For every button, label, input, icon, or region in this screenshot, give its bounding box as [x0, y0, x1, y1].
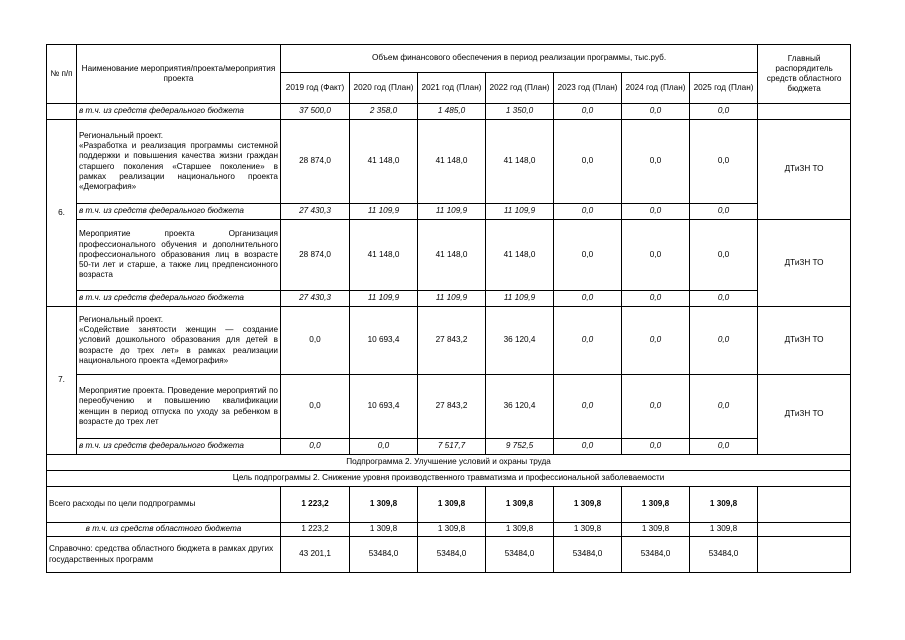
admin-cell: ДТиЗН ТО	[758, 120, 851, 220]
value-cell: 1 309,8	[622, 487, 690, 523]
value-cell: 0,0	[622, 120, 690, 204]
value-cell: 0,0	[690, 104, 758, 120]
measure-row	[47, 220, 851, 291]
row-label: в т.ч. из средств федерального бюджета	[77, 104, 281, 120]
value-cell: 0,0	[350, 439, 418, 455]
value-cell: 41 148,0	[486, 120, 554, 204]
value-cell: 11 109,9	[418, 291, 486, 307]
value-cell: 10 693,4	[350, 375, 418, 439]
value-cell: 0,0	[622, 375, 690, 439]
value-cell: 0,0	[690, 204, 758, 220]
value-cell: 0,0	[281, 307, 350, 375]
value-cell: 53484,0	[554, 537, 622, 573]
value-cell: 1 309,8	[690, 487, 758, 523]
value-cell: 0,0	[554, 307, 622, 375]
measure-row	[47, 375, 851, 439]
admin-cell: ДТиЗН ТО	[758, 220, 851, 307]
value-cell: 0,0	[690, 120, 758, 204]
value-cell: 27 430,3	[281, 204, 350, 220]
row-number: 6.	[47, 120, 77, 307]
subprogram-title: Подпрограмма 2. Улучшение условий и охраны труда	[47, 455, 851, 471]
project-row	[47, 307, 851, 375]
value-cell: 1 350,0	[486, 104, 554, 120]
value-cell: 1 309,8	[690, 523, 758, 537]
admin-cell: ДТиЗН ТО	[758, 307, 851, 375]
header-volume: Объем финансового обеспечения в период реализации программы, тыс.руб.	[281, 45, 758, 73]
financing-table	[46, 44, 851, 573]
regional-row	[47, 523, 851, 537]
value-cell: 0,0	[622, 307, 690, 375]
year-header: 2025 год (План)	[690, 73, 758, 104]
header-row	[47, 45, 851, 73]
value-cell: 0,0	[690, 220, 758, 291]
value-cell: 0,0	[690, 375, 758, 439]
value-cell: 11 109,9	[350, 291, 418, 307]
value-cell: 41 148,0	[350, 220, 418, 291]
value-cell: 53484,0	[622, 537, 690, 573]
value-cell: 1 309,8	[418, 523, 486, 537]
empty-cell	[758, 537, 851, 573]
value-cell: 0,0	[554, 204, 622, 220]
value-cell: 41 148,0	[418, 220, 486, 291]
value-cell: 41 148,0	[418, 120, 486, 204]
regional-label: в т.ч. из средств областного бюджета	[47, 523, 281, 537]
value-cell: 0,0	[622, 439, 690, 455]
value-cell: 1 309,8	[486, 523, 554, 537]
year-header: 2019 год (Факт)	[281, 73, 350, 104]
value-cell: 27 843,2	[418, 307, 486, 375]
value-cell: 9 752,5	[486, 439, 554, 455]
value-cell: 1 309,8	[486, 487, 554, 523]
year-header: 2023 год (План)	[554, 73, 622, 104]
value-cell: 0,0	[690, 439, 758, 455]
header-admin: Главный распорядитель средств областного бюджета	[758, 45, 851, 104]
value-cell: 27 430,3	[281, 291, 350, 307]
federal-row	[47, 204, 851, 220]
federal-row	[47, 439, 851, 455]
project-label: Региональный проект. «Содействие занятости женщин — создание условий дошкольного образования для детей в возрасте до трех лет» в рамках реализации национального проекта «Демография»	[77, 307, 281, 375]
value-cell: 27 843,2	[418, 375, 486, 439]
measure-label: Мероприятие проекта. Проведение мероприятий по переобучению и повышению квалификации женщин в период отпуска по уходу за ребенком в возрасте до трех лет	[77, 375, 281, 439]
value-cell: 0,0	[554, 220, 622, 291]
year-header: 2024 год (План)	[622, 73, 690, 104]
value-cell: 43 201,1	[281, 537, 350, 573]
value-cell: 53484,0	[418, 537, 486, 573]
value-cell: 2 358,0	[350, 104, 418, 120]
project-label: Региональный проект. «Разработка и реализация программы системной поддержки и повышения качества жизни граждан старшего поколения «Старшее поколение» в рамках реализации национального проекта «Демография»	[77, 120, 281, 204]
empty-cell	[758, 523, 851, 537]
value-cell: 1 485,0	[418, 104, 486, 120]
value-cell: 1 223,2	[281, 487, 350, 523]
header-num: № п/п	[47, 45, 77, 104]
goal-row	[47, 471, 851, 487]
admin-cell: ДТиЗН ТО	[758, 375, 851, 455]
value-cell: 1 309,8	[554, 523, 622, 537]
total-row	[47, 487, 851, 523]
value-cell: 53484,0	[486, 537, 554, 573]
empty-cell	[47, 104, 77, 120]
federal-row	[47, 291, 851, 307]
value-cell: 1 309,8	[418, 487, 486, 523]
value-cell: 53484,0	[350, 537, 418, 573]
value-cell: 0,0	[690, 307, 758, 375]
value-cell: 1 223,2	[281, 523, 350, 537]
value-cell: 41 148,0	[486, 220, 554, 291]
year-header: 2021 год (План)	[418, 73, 486, 104]
federal-row	[47, 104, 851, 120]
value-cell: 1 309,8	[350, 487, 418, 523]
value-cell: 1 309,8	[622, 523, 690, 537]
value-cell: 28 874,0	[281, 120, 350, 204]
empty-cell	[758, 487, 851, 523]
value-cell: 7 517,7	[418, 439, 486, 455]
value-cell: 0,0	[281, 375, 350, 439]
value-cell: 0,0	[622, 104, 690, 120]
value-cell: 0,0	[622, 220, 690, 291]
reference-label: Справочно: средства областного бюджета в рамках других государственных программ	[47, 537, 281, 573]
value-cell: 10 693,4	[350, 307, 418, 375]
goal-title: Цель подпрограммы 2. Снижение уровня производственного травматизма и профессиональной заболеваемости	[47, 471, 851, 487]
value-cell: 41 148,0	[350, 120, 418, 204]
value-cell: 36 120,4	[486, 307, 554, 375]
value-cell: 0,0	[622, 204, 690, 220]
reference-row	[47, 537, 851, 573]
value-cell: 0,0	[554, 120, 622, 204]
row-number: 7.	[47, 307, 77, 455]
project-row	[47, 120, 851, 204]
row-label: в т.ч. из средств федерального бюджета	[77, 439, 281, 455]
measure-label: Мероприятие проекта Организация профессионального обучения и дополнительного профессионального образования лиц в возрасте 50-ти лет и старше, а также лиц предпенсионного возраста	[77, 220, 281, 291]
value-cell: 0,0	[554, 439, 622, 455]
total-label: Всего расходы по цели подпрограммы	[47, 487, 281, 523]
value-cell: 0,0	[554, 291, 622, 307]
subprogram-row	[47, 455, 851, 471]
value-cell: 11 109,9	[486, 291, 554, 307]
value-cell: 53484,0	[690, 537, 758, 573]
value-cell: 1 309,8	[554, 487, 622, 523]
value-cell: 37 500,0	[281, 104, 350, 120]
empty-cell	[758, 104, 851, 120]
value-cell: 11 109,9	[486, 204, 554, 220]
row-label: в т.ч. из средств федерального бюджета	[77, 291, 281, 307]
value-cell: 11 109,9	[418, 204, 486, 220]
value-cell: 0,0	[281, 439, 350, 455]
year-header: 2020 год (План)	[350, 73, 418, 104]
value-cell: 0,0	[554, 104, 622, 120]
value-cell: 0,0	[622, 291, 690, 307]
value-cell: 36 120,4	[486, 375, 554, 439]
row-label: в т.ч. из средств федерального бюджета	[77, 204, 281, 220]
header-name: Наименование мероприятия/проекта/мероприятия проекта	[77, 45, 281, 104]
value-cell: 1 309,8	[350, 523, 418, 537]
value-cell: 28 874,0	[281, 220, 350, 291]
year-header: 2022 год (План)	[486, 73, 554, 104]
value-cell: 0,0	[554, 375, 622, 439]
value-cell: 11 109,9	[350, 204, 418, 220]
value-cell: 0,0	[690, 291, 758, 307]
